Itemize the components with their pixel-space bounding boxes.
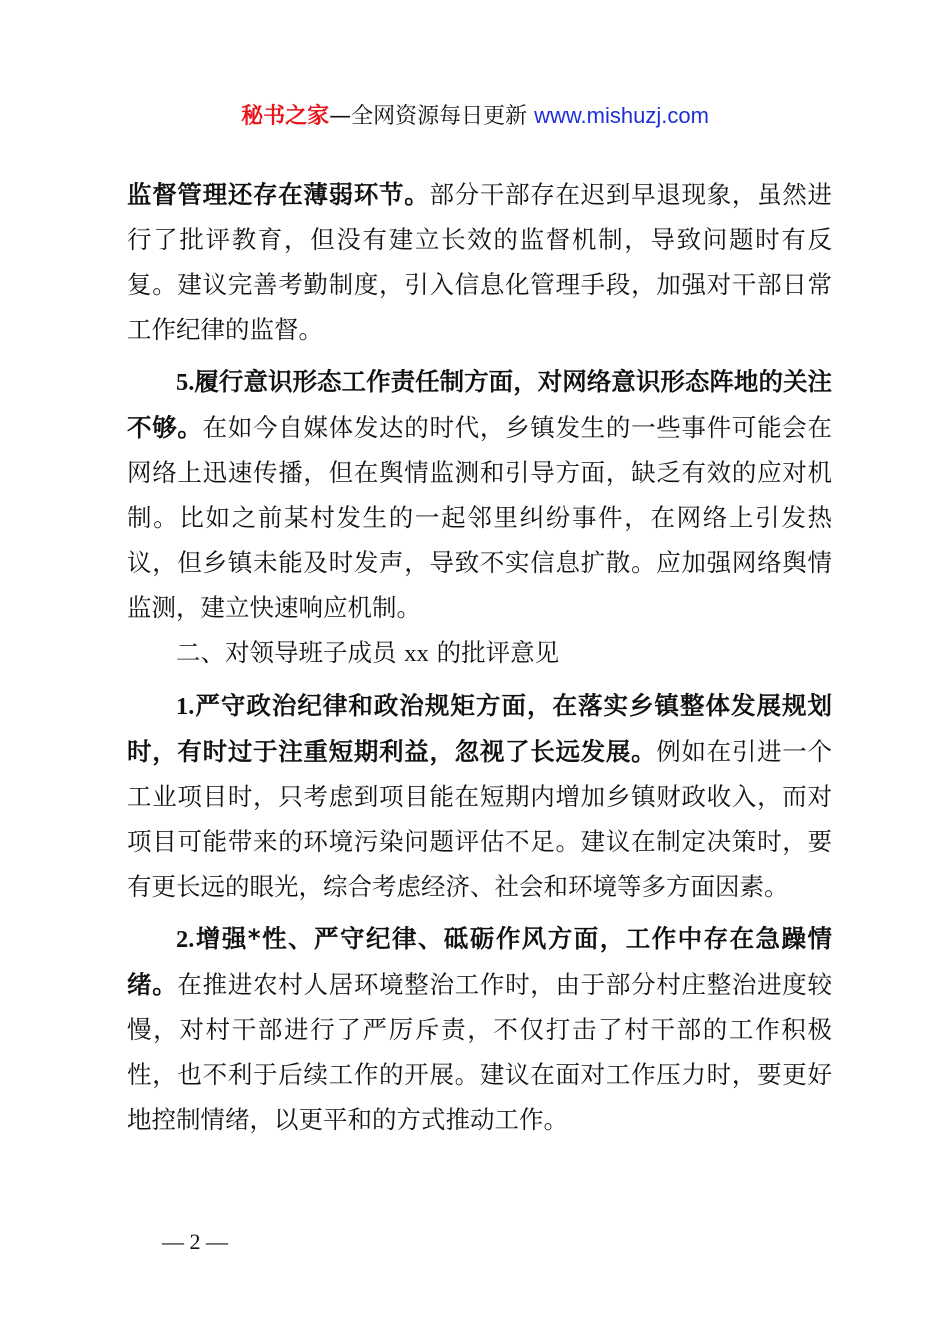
paragraph-text: 在如今自媒体发达的时代，乡镇发生的一些事件可能会在网络上迅速传播，但在舆情监测和引导方面，缺乏有效的应对机制。比如之前某村发生的一起邻里纠纷事件，在网络上引发热议，但乡镇未能及时发声，导致不实信息扩散。应加强网络舆情监测，建立快速响应机制。 [127,413,833,622]
section-heading-post: 的批评意见 [428,638,560,667]
item-number: 1. [176,693,195,720]
site-url-link[interactable]: www.mishuzj.com [534,103,709,128]
item-number: 2. [176,926,195,953]
site-header [0,100,950,133]
paragraph-lead: 严守政治纪律和政治规矩方面，在落实乡镇整体发展规划时，有时过于注重短期利益，忽视了长远发展。 [127,691,832,766]
document-body [127,172,832,1142]
page-number: — 2 — [162,1229,228,1254]
paragraph-lead: 增强*性、严守纪律、砥砺作风方面，工作中存在急躁情绪。 [127,924,832,999]
section-heading-name: xx [404,640,429,667]
paragraph-text: 例如在引进一个工业项目时，只考虑到项目能在短期内增加乡镇财政收入，而对项目可能带来的环境污染问题评估不足。建议在制定决策时，要有更长远的眼光，综合考虑经济、社会和环境等多方面因素。 [127,737,833,901]
header-tagline: —全网资源每日更新 [329,104,535,129]
paragraph-text: 在推进农村人居环境整治工作时，由于部分村庄整治进度较慢，对村干部进行了严厉斥责，不仅打击了村干部的工作积极性，也不利于后续工作的开展。建议在面对工作压力时，要更好地控制情绪，以更平和的方式推动工作。 [127,970,833,1134]
paragraph-text: 部分干部存在迟到早退现象，虽然进行了批评教育，但没有建立长效的监督机制，导致问题时有反复。建议完善考勤制度，引入信息化管理手段，加强对干部日常工作纪律的监督。 [127,180,833,344]
paragraph-discipline [127,683,832,909]
paragraph-work-style [127,916,832,1142]
brand-name: 秘书之家 [241,104,330,129]
paragraph-ideology [127,359,832,630]
paragraph-lead: 监督管理还存在薄弱环节。 [127,180,430,209]
section-heading [127,630,832,676]
section-heading-pre: 二、对领导班子成员 [176,638,405,667]
paragraph-supervision [127,172,832,352]
paragraph-lead: 履行意识形态工作责任制方面，对网络意识形态阵地的关注不够。 [127,367,832,442]
item-number: 5. [176,369,195,396]
